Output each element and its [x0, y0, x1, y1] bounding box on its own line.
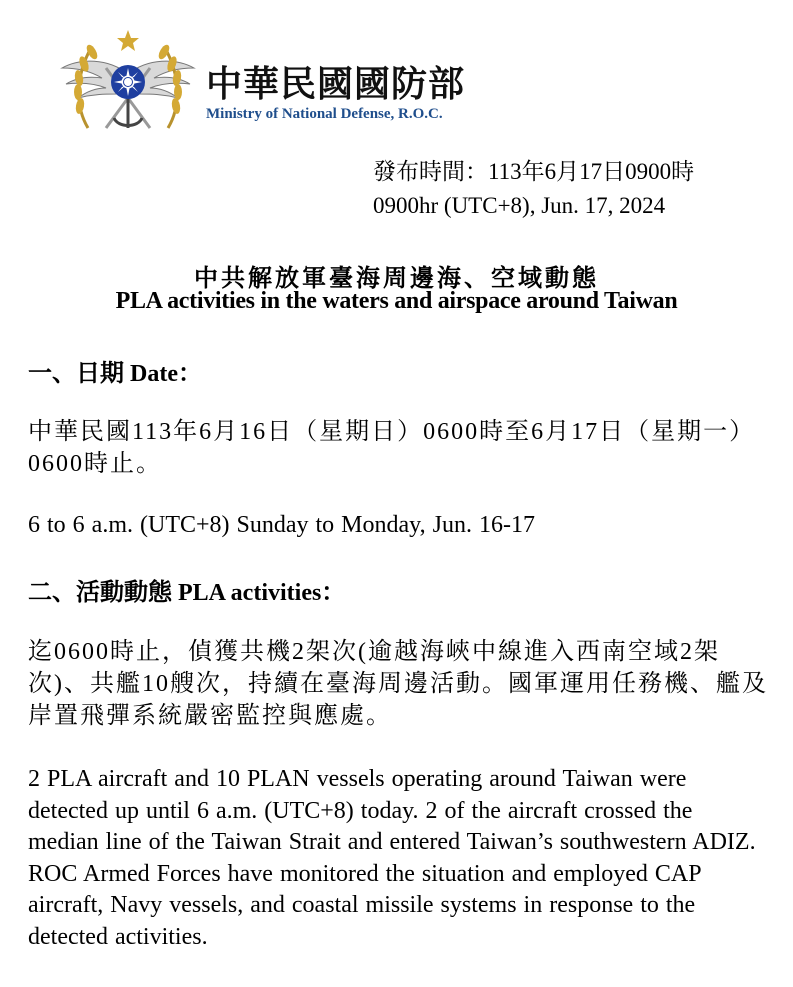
document-title-zh: 中共解放軍臺海周邊海、空域動態 [194, 266, 599, 292]
activities-paragraph-zh: 迄0600時止，偵獲共機2架次(逾越海峽中線進入西南空域2架次)、共艦10艘次，持續在臺海周邊活動。國軍運用任務機、艦及岸置飛彈系統嚴密監控與應處。 [28, 639, 768, 729]
document-title-en: PLA activities in the waters and airspace around Taiwan [115, 288, 678, 314]
release-time-zh: 發布時間：113年6月17日0900時 [373, 159, 695, 184]
release-time-en: 0900hr (UTC+8), Jun. 17, 2024 [373, 193, 666, 218]
date-paragraph-en: 6 to 6 a.m. (UTC+8) Sunday to Monday, Jun. 16-17 [28, 512, 535, 538]
release-info [373, 155, 694, 223]
mnd-emblem-icon [58, 28, 198, 136]
section-heading-activities: 二、活動動態 PLA activities： [28, 580, 346, 606]
section-heading-date: 一、日期 Date： [28, 361, 202, 387]
activities-paragraph-en: 2 PLA aircraft and 10 PLAN vessels operating around Taiwan were detected up until 6 a.m. (UTC+8) today. 2 of the aircraft crossed the median line of the Taiwan Strait and entered Taiwan’s southwestern ADIZ. ROC Armed Forces have monitored the situation and employed CAP aircraft, Navy vessels, and coastal missile systems in response to the detected activities. [28, 766, 756, 950]
date-paragraph-zh: 中華民國113年6月16日（星期日）0600時至6月17日（星期一）0600時止。 [28, 419, 756, 477]
org-name-en: Ministry of National Defense, R.O.C. [206, 106, 443, 122]
org-name-zh: 中華民國國防部 [206, 64, 466, 105]
ministry-header [58, 28, 518, 138]
